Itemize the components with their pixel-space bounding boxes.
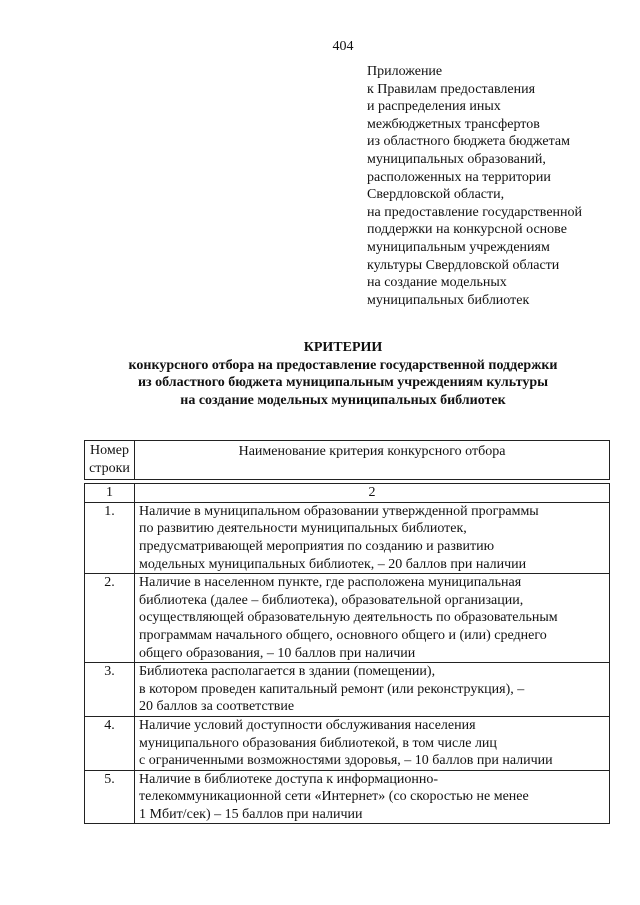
page-number: 404 bbox=[332, 39, 354, 54]
criterion-text bbox=[135, 574, 610, 663]
table-row bbox=[85, 716, 610, 770]
criterion-line: 1 Мбит/сек) – 15 баллов при наличии bbox=[139, 806, 363, 822]
criterion-line: программам начального общего, основного общего и (или) среднего bbox=[139, 627, 547, 643]
appendix-line: муниципальным учреждениям bbox=[367, 239, 550, 255]
appendix-line: к Правилам предоставления bbox=[367, 81, 536, 97]
header-num-line: Номер bbox=[90, 443, 129, 458]
appendix-block bbox=[367, 63, 627, 309]
criterion-line: Наличие в населенном пункте, где расположена муниципальная bbox=[139, 575, 522, 591]
criterion-line: Библиотека располагается в здании (помещении), bbox=[139, 664, 436, 680]
row-number: 4. bbox=[85, 716, 135, 770]
table-row bbox=[85, 502, 610, 573]
column-number: 1 bbox=[85, 484, 135, 503]
appendix-line: поддержки на конкурсной основе bbox=[367, 222, 567, 238]
row-number: 2. bbox=[85, 574, 135, 663]
criterion-line: Наличие условий доступности обслуживания населения bbox=[139, 717, 476, 733]
column-number: 2 bbox=[135, 484, 610, 503]
row-number: 3. bbox=[85, 663, 135, 717]
criterion-line: телекоммуникационной сети «Интернет» (со скоростью не менее bbox=[139, 789, 529, 805]
criterion-line: библиотека (далее – библиотека), образовательной организации, bbox=[139, 592, 524, 608]
header-criterion-name: Наименование критерия конкурсного отбора bbox=[135, 441, 610, 480]
header-row-number bbox=[85, 441, 135, 480]
criterion-line: общего образования, – 10 баллов при наличии bbox=[139, 645, 416, 661]
criterion-text bbox=[135, 663, 610, 717]
column-number-row bbox=[85, 484, 610, 503]
criterion-line: Наличие в муниципальном образовании утвержденной программы bbox=[139, 503, 539, 519]
appendix-line: на создание модельных bbox=[367, 275, 507, 291]
criterion-line: Наличие в библиотеке доступа к информационно- bbox=[139, 771, 439, 787]
criterion-line: муниципального образования библиотекой, в том числе лиц bbox=[139, 735, 497, 751]
appendix-line: расположенных на территории bbox=[367, 169, 551, 185]
title-line: из областного бюджета муниципальным учреждениям культуры bbox=[137, 375, 549, 390]
criteria-table bbox=[84, 440, 610, 824]
title-line: на создание модельных муниципальных библиотек bbox=[180, 392, 506, 408]
table-header-row bbox=[85, 441, 610, 480]
criterion-line: в котором проведен капитальный ремонт (или реконструкция), – bbox=[139, 681, 525, 697]
criterion-line: по развитию деятельности муниципальных библиотек, bbox=[139, 521, 467, 537]
document-title bbox=[0, 339, 640, 409]
row-number: 1. bbox=[85, 502, 135, 573]
criterion-line: 20 баллов за соответствие bbox=[139, 699, 295, 715]
header-num-line: строки bbox=[89, 460, 130, 476]
title-heading: КРИТЕРИИ bbox=[303, 340, 383, 355]
appendix-line: Приложение bbox=[367, 64, 443, 79]
criterion-line: предусматривающей мероприятия по созданию и развитию bbox=[139, 538, 495, 554]
criterion-line: модельных муниципальных библиотек, – 20 баллов при наличии bbox=[139, 556, 527, 572]
table-row bbox=[85, 663, 610, 717]
row-number: 5. bbox=[85, 770, 135, 824]
appendix-line: межбюджетных трансфертов bbox=[367, 116, 540, 132]
criterion-line: с ограниченными возможностями здоровья, – 10 баллов при наличии bbox=[139, 753, 553, 769]
appendix-line: муниципальных образований, bbox=[367, 151, 546, 167]
table-row bbox=[85, 770, 610, 824]
appendix-line: муниципальных библиотек bbox=[367, 292, 530, 308]
table-row bbox=[85, 574, 610, 663]
appendix-line: культуры Свердловской области bbox=[367, 257, 560, 273]
criterion-line: осуществляющей образовательную деятельность по образовательным bbox=[139, 610, 558, 626]
title-line: конкурсного отбора на предоставление государственной поддержки bbox=[128, 357, 558, 373]
criterion-text bbox=[135, 770, 610, 824]
appendix-line: Свердловской области, bbox=[367, 187, 505, 203]
appendix-line: на предоставление государственной bbox=[367, 204, 583, 220]
appendix-line: и распределения иных bbox=[367, 99, 501, 115]
criterion-text bbox=[135, 502, 610, 573]
criterion-text bbox=[135, 716, 610, 770]
appendix-line: из областного бюджета бюджетам bbox=[367, 134, 570, 150]
